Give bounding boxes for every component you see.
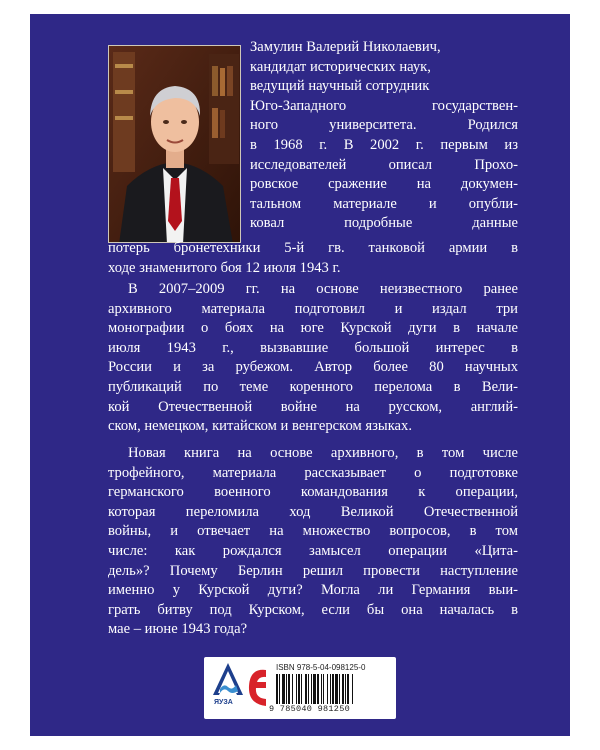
publications-paragraph [108,280,518,437]
paragraph-line: ском, немецком, китайском и венгерском языках. [108,418,412,435]
bio-line: ровское сражение на докумен- [250,176,518,193]
bio-line: ходе знаменитого боя 12 июля 1943 г. [108,259,341,276]
paragraph-line: которая переломила ход Великой Отечественной [108,503,518,520]
bio-line: потерь бронетехники 5-й гв. танковой армии в [108,240,518,256]
eksmo-logo-icon [246,666,270,710]
bio-line: Юго-Западного государствен- [250,97,518,114]
bio-line: исследователей описал Прохо- [250,156,518,173]
author-bio [250,38,518,234]
paragraph-line: войны, и отвечает на множество вопросов, в том [108,523,518,540]
book-description [108,444,518,640]
bio-line: тальном материале и опубли- [250,195,518,212]
paragraph-line: именно у Курской дуги? Могла ли Германия выи- [108,582,518,599]
paragraph-line: Новая книга на основе архивного, в том числе [128,445,518,461]
paragraph-line: кой Отечественной войне на русском, англий- [108,398,518,415]
paragraph-line: июля 1943 г., вызвавшие большой интерес в [108,339,518,356]
yauza-logo-text: ЯУЗА [214,699,233,706]
barcode-number: 9 785040 981250 [269,704,351,714]
yauza-logo-icon [210,661,246,699]
isbn-text: ISBN 978-5-04-098125-0 [276,663,366,672]
paragraph-line: архивного материала подготовил и издал три [108,300,518,317]
paragraph-line: грать битву под Курском, если бы она началась в [108,601,518,618]
paragraph-line: монографии о боях на юге Курской дуги в начале [108,320,518,337]
author-photo [108,45,241,243]
bio-line: ведущий научный сотрудник [250,78,430,95]
bio-line: Замулин Валерий Николаевич, [250,39,441,55]
barcode-icon [276,674,386,704]
paragraph-line: дель»? Почему Берлин решил провести наступление [108,562,518,579]
paragraph-line: публикаций по теме коренного перелома в Вели- [108,378,518,395]
bio-line: ковал подробные данные [250,215,518,232]
author-bio-continued [108,239,518,278]
paragraph-line: трофейного, материала рассказывает о подготовке [108,464,518,481]
bio-line: ного университета. Родился [250,117,518,134]
paragraph-line: числе: как рождался замысел операции «Цита- [108,542,518,559]
paragraph-line: России и за рубежом. Автор более 80 научных [108,359,518,376]
paragraph-line: германского военного командования к операции, [108,484,518,501]
paragraph-line: В 2007–2009 гг. на основе неизвестного ранее [128,281,518,297]
bio-line: в 1968 г. В 2002 г. первым из [250,136,518,153]
paragraph-line: мае – июне 1943 года? [108,621,248,638]
bio-line: кандидат исторических наук, [250,58,431,75]
